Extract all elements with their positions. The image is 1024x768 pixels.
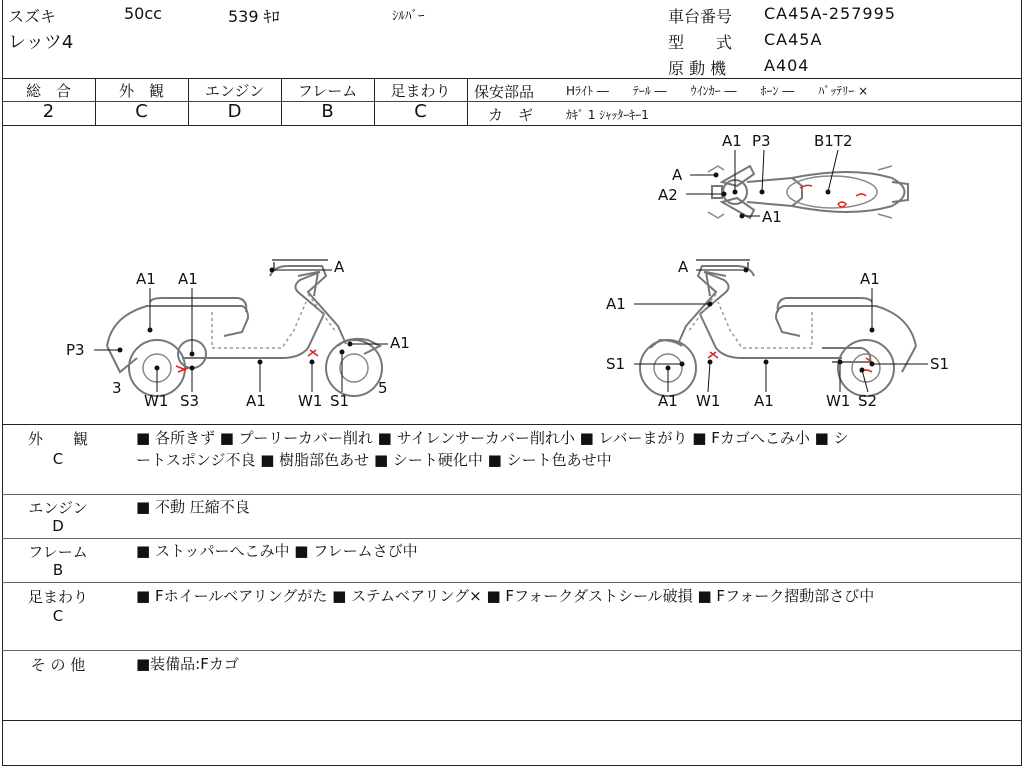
grade-value-exterior: C: [135, 101, 148, 122]
maker: スズキ: [8, 7, 57, 26]
safety-label: 保安部品: [474, 83, 535, 101]
right-label-a1-floor: A1: [754, 392, 774, 410]
remark-grade-suspension: C: [52, 607, 64, 625]
remarks-divider: [2, 494, 1022, 495]
grade-label-suspension: 足まわり: [390, 82, 451, 100]
top-label-p3: P3: [752, 132, 771, 150]
remark-label-frame: フレーム: [28, 543, 88, 561]
safety-items: Hﾗｲﾄ ― ﾃｰﾙ ― ｳｲﾝｶｰ ― ﾎｰﾝ ― ﾊﾞｯﾃﾘｰ ×: [566, 84, 869, 98]
grade-value-suspension: C: [414, 101, 427, 122]
chassis-value: CA45A-257995: [764, 4, 896, 23]
remark-label-suspension: 足まわり: [27, 588, 88, 606]
left-label-a1-seat: A1: [136, 270, 156, 288]
grade-label-overall: 総 合: [25, 82, 71, 100]
left-label-w1-front: W1: [298, 392, 323, 410]
remark-grade-frame: B: [52, 561, 64, 579]
scooter-top-view: [708, 166, 908, 218]
mileage: 539 ｷﾛ: [228, 7, 280, 26]
color: ｼﾙﾊﾞｰ: [392, 9, 425, 24]
left-label-a: A: [334, 258, 345, 276]
inspection-diagram: [2, 126, 1022, 424]
grade-value-overall: 2: [42, 101, 55, 122]
remark-text-exterior-1: ■ 各所きず ■ プーリーカバー削れ ■ サイレンサーカバー削れ小 ■ レバーまがり ■ Fカゴへこみ小 ■ シ: [136, 429, 849, 447]
right-label-a1-front: A1: [606, 295, 626, 313]
remarks-top-border: [2, 424, 1022, 425]
left-label-5: 5: [378, 379, 388, 397]
top-label-a: A: [672, 166, 683, 184]
displacement: 50cc: [124, 4, 162, 23]
safety-mid-border: [468, 101, 1022, 102]
left-label-a1-front: A1: [390, 334, 410, 352]
top-label-a2: A2: [658, 186, 678, 204]
grade-label-engine: エンジン: [204, 82, 265, 100]
grade-top-border: [2, 78, 1022, 79]
left-label-p3: P3: [66, 341, 85, 359]
remark-text-exterior-2: ートスポンジ不良 ■ 樹脂部色あせ ■ シート硬化中 ■ シート色あせ中: [136, 451, 612, 469]
grade-value-frame: B: [321, 101, 334, 122]
remark-text-other: ■装備品:Fカゴ: [136, 655, 239, 673]
chassis-label: 車台番号: [668, 7, 733, 26]
right-label-w1-front: W1: [696, 392, 721, 410]
grade-value-engine: D: [227, 101, 242, 122]
left-label-a1-floor: A1: [246, 392, 266, 410]
right-label-s1-rear: S1: [930, 355, 950, 373]
top-label-a1-bottom: A1: [762, 208, 782, 226]
right-label-a: A: [678, 258, 689, 276]
left-label-s3: S3: [180, 392, 200, 410]
type-value: CA45A: [764, 30, 823, 49]
key-items: ｶｷﾞ 1 ｼｬｯﾀｰｷｰ1: [566, 108, 649, 122]
left-label-a1-rear: A1: [178, 270, 198, 288]
grade-label-exterior: 外 観: [118, 82, 164, 100]
remark-text-frame: ■ ストッパーへこみ中 ■ フレームさび中: [136, 542, 418, 560]
remark-label-other: そ の 他: [30, 656, 86, 674]
remark-text-suspension: ■ Fホイールベアリングがた ■ ステムベアリング× ■ Fフォークダストシール破損 ■ Fフォーク摺動部さび中: [136, 587, 875, 605]
right-label-a1-seat: A1: [860, 270, 880, 288]
remark-label-exterior: 外 観: [27, 430, 88, 448]
top-label-b1t2: B1T2: [814, 132, 853, 150]
remark-grade-engine: D: [52, 517, 64, 535]
remark-grade-exterior: C: [52, 450, 64, 468]
left-label-w1-rear: W1: [144, 392, 169, 410]
right-label-a1-wheel: A1: [658, 392, 678, 410]
remark-label-engine: エンジン: [28, 499, 88, 517]
model-name: レッツ4: [8, 32, 74, 53]
top-label-a1: A1: [722, 132, 742, 150]
remark-text-engine: ■ 不動 圧縮不良: [136, 498, 250, 516]
remarks-divider: [2, 582, 1022, 583]
grade-divider: [467, 78, 468, 125]
remarks-divider: [2, 538, 1022, 539]
engine-label: 原 動 機: [668, 59, 727, 78]
right-label-w1-rear: W1: [826, 392, 851, 410]
right-label-s1-front: S1: [606, 355, 626, 373]
remarks-divider: [2, 650, 1022, 651]
grade-label-frame: フレーム: [297, 82, 358, 100]
remarks-bottom-border: [2, 720, 1022, 721]
left-label-s1: S1: [330, 392, 350, 410]
key-label: カ ギ: [488, 106, 534, 124]
engine-value: A404: [764, 56, 810, 75]
type-label: 型 式: [668, 33, 733, 52]
right-label-s2: S2: [858, 392, 878, 410]
left-label-3: 3: [112, 379, 122, 397]
